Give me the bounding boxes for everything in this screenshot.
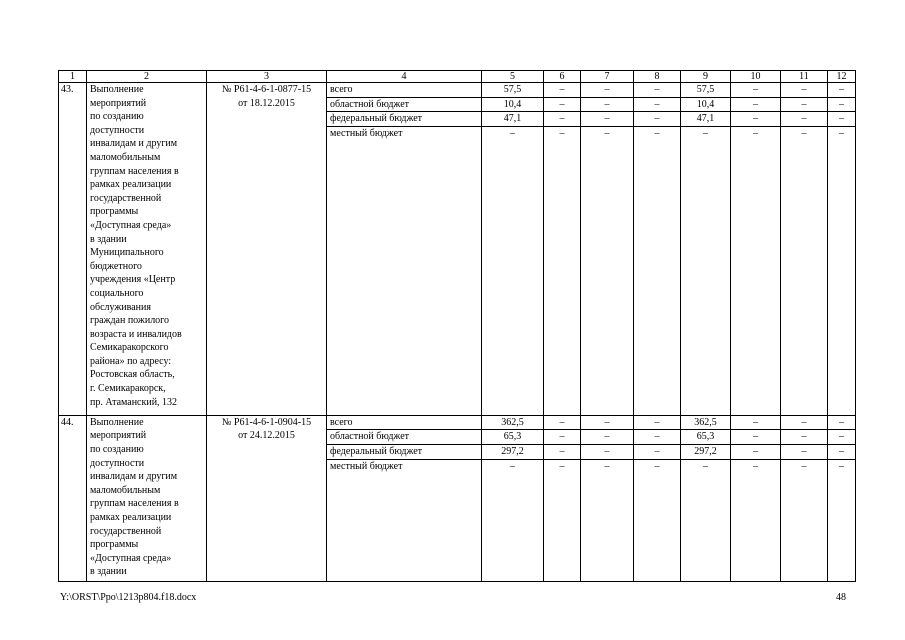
col-header: 4 [327,71,482,83]
footer-page-number: 48 [836,592,846,603]
col-header: 12 [828,71,856,83]
description-line: группам населения в [90,165,179,177]
amount-cell: – [731,97,781,112]
col-header: 8 [634,71,681,83]
description-line: по созданию [90,111,144,123]
amount-cell: – [781,112,828,127]
description-line: в здании [90,566,127,578]
col-header: 1 [59,71,87,83]
amount-cell: – [731,444,781,459]
amount-cell: – [581,430,634,445]
amount-cell: – [731,126,781,415]
amount-cell: – [634,97,681,112]
amount-cell: 362,5 [482,415,544,430]
description-line: бюджетного [90,260,142,272]
amount-cell: – [581,444,634,459]
amount-cell: 297,2 [482,444,544,459]
budget-table [58,70,856,582]
amount-cell: 57,5 [681,83,731,98]
funding-source: областной бюджет [327,430,482,445]
funding-source: федеральный бюджет [327,444,482,459]
amount-cell: – [581,459,634,581]
amount-cell: – [731,83,781,98]
amount-cell: – [731,430,781,445]
amount-cell: – [731,459,781,581]
amount-cell: – [634,112,681,127]
amount-cell: 362,5 [681,415,731,430]
amount-cell: – [781,126,828,415]
amount-cell: – [781,444,828,459]
funding-source: федеральный бюджет [327,112,482,127]
row-number: 44. [59,415,87,581]
description-line: программы [90,539,139,551]
col-header: 2 [87,71,207,83]
amount-cell: – [634,459,681,581]
funding-source: областной бюджет [327,97,482,112]
description-line: Выполнение [90,84,144,95]
table-row [59,415,856,430]
amount-cell: 47,1 [681,112,731,127]
description-line: мероприятий [90,430,147,442]
description-line: инвалидам и другим [90,471,178,483]
amount-cell: – [828,459,856,581]
amount-cell: – [828,430,856,445]
description-line: Муниципального [90,247,164,259]
description-line: Ростовская область, [90,369,175,381]
amount-cell: 10,4 [681,97,731,112]
amount-cell: – [482,126,544,415]
description-line: «Доступная среда» [90,552,172,564]
description-line: г. Семикаракорск, [90,383,166,395]
col-header: 6 [544,71,581,83]
funding-source: местный бюджет [327,459,482,581]
amount-cell: – [781,83,828,98]
funding-source: всего [327,83,482,98]
document-sheet [58,70,855,582]
agreement-date: от 18.12.2015 [238,97,295,109]
amount-cell: – [581,112,634,127]
amount-cell: – [581,415,634,430]
table-row [59,83,856,98]
amount-cell: – [781,459,828,581]
amount-cell: – [828,415,856,430]
amount-cell: – [828,126,856,415]
description-line: маломобильным [90,151,161,163]
col-header: 9 [681,71,731,83]
funding-source: всего [327,415,482,430]
amount-cell: – [544,83,581,98]
col-header: 5 [482,71,544,83]
amount-cell: – [581,126,634,415]
description-line: граждан пожилого [90,315,170,327]
col-header: 3 [207,71,327,83]
event-description [87,415,207,581]
description-line: государственной [90,192,162,204]
amount-cell: – [681,126,731,415]
description-line: обслуживания [90,301,151,313]
amount-cell: – [731,415,781,430]
amount-cell: – [634,126,681,415]
description-line: учреждения «Центр [90,274,176,286]
description-line: по созданию [90,443,144,455]
amount-cell: – [544,459,581,581]
amount-cell: – [731,112,781,127]
amount-cell: – [544,97,581,112]
amount-cell: 297,2 [681,444,731,459]
description-line: района» по адресу: [90,355,172,367]
description-line: доступности [90,457,145,469]
description-line: «Доступная среда» [90,219,172,231]
amount-cell: – [828,112,856,127]
amount-cell: – [634,430,681,445]
agreement-number: № Р61-4-6-1-0904-15 [221,416,312,428]
description-line: в здании [90,233,127,245]
description-line: группам населения в [90,498,179,510]
amount-cell: – [781,430,828,445]
amount-cell: – [828,83,856,98]
description-line: инвалидам и другим [90,138,178,150]
description-line: доступности [90,124,145,136]
col-header: 7 [581,71,634,83]
description-line: программы [90,206,139,218]
amount-cell: – [781,415,828,430]
amount-cell: – [482,459,544,581]
amount-cell: – [581,83,634,98]
amount-cell: – [544,444,581,459]
description-line: государственной [90,525,162,537]
amount-cell: – [544,415,581,430]
description-line: Выполнение [90,416,144,428]
description-line: социального [90,287,144,299]
description-line: мероприятий [90,97,147,109]
amount-cell: – [581,97,634,112]
description-line: рамках реализации [90,511,172,523]
header-row [59,71,856,83]
amount-cell: – [828,97,856,112]
amount-cell: – [544,112,581,127]
amount-cell: – [634,415,681,430]
agreement-reference [207,415,327,581]
agreement-reference [207,83,327,416]
amount-cell: 57,5 [482,83,544,98]
description-line: рамках реализации [90,179,172,191]
col-header: 10 [731,71,781,83]
amount-cell: – [634,83,681,98]
amount-cell: – [544,430,581,445]
agreement-number: № Р61-4-6-1-0877-15 [221,84,312,95]
description-line: пр. Атаманский, 132 [90,396,178,408]
amount-cell: – [828,444,856,459]
description-line: возраста и инвалидов [90,328,182,340]
event-description [87,83,207,416]
description-line: Семикаракорского [90,342,169,354]
amount-cell: – [544,126,581,415]
col-header: 11 [781,71,828,83]
description-line: маломобильным [90,484,161,496]
amount-cell: – [781,97,828,112]
funding-source: местный бюджет [327,126,482,415]
amount-cell: 65,3 [482,430,544,445]
amount-cell: – [681,459,731,581]
amount-cell: 10,4 [482,97,544,112]
amount-cell: 65,3 [681,430,731,445]
agreement-date: от 24.12.2015 [238,430,295,442]
row-number: 43. [59,83,87,416]
amount-cell: 47,1 [482,112,544,127]
footer-file-path: Y:\ORST\Ppo\1213p804.f18.docx [60,592,197,603]
amount-cell: – [634,444,681,459]
